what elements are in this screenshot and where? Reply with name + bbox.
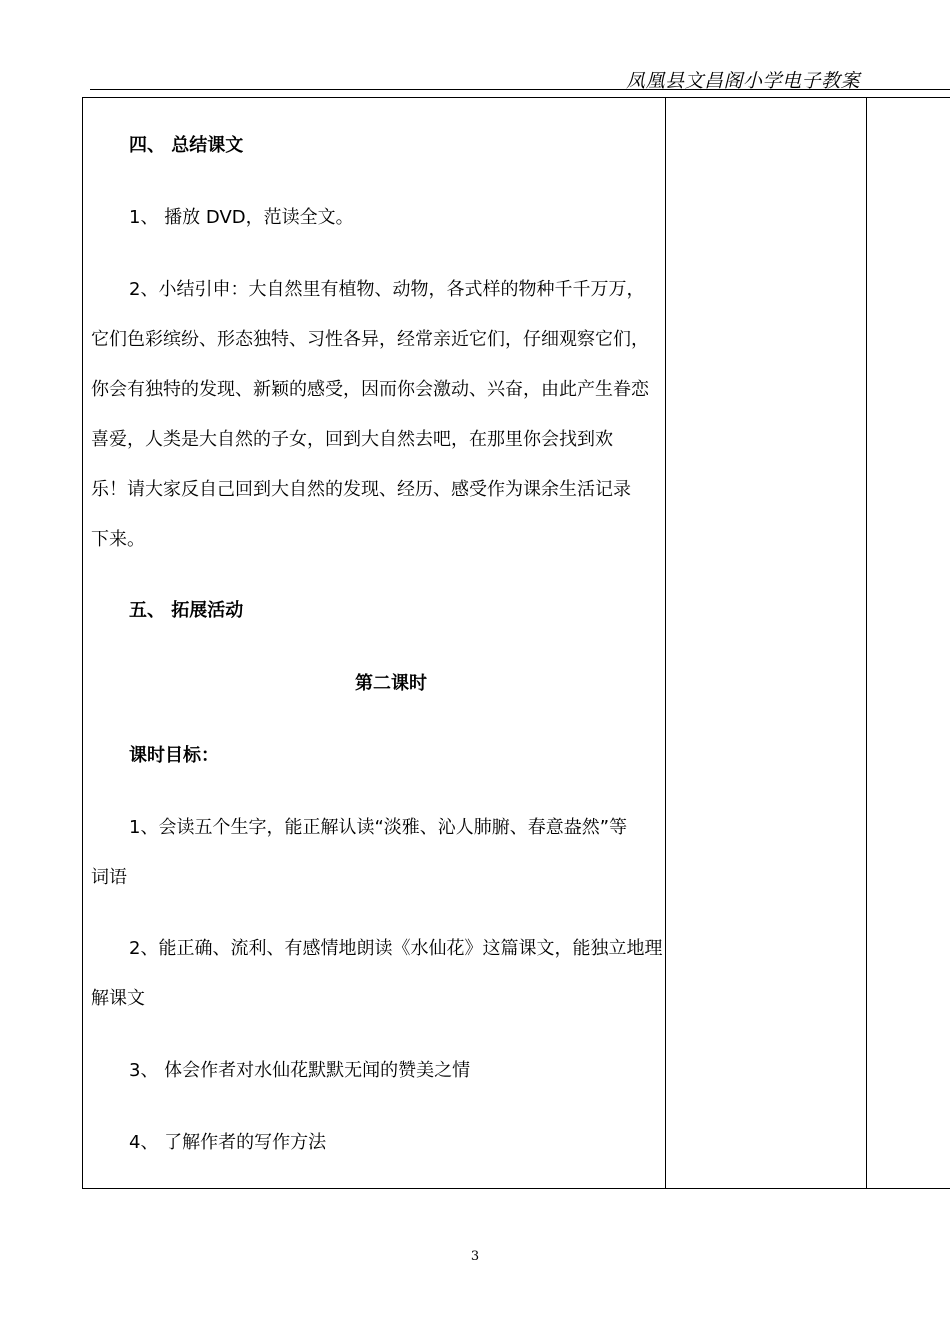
item-4-2-line-3: 你会有独特的发现、新颖的感受，因而你会激动、兴奋，由此产生眷恋 bbox=[91, 379, 649, 400]
objective-1-line-1: 1、会读五个生字，能正解认读“淡雅、沁人肺腑、春意盎然”等 bbox=[129, 817, 628, 838]
column-divider-2 bbox=[866, 98, 867, 1188]
objective-4: 4、 了解作者的写作方法 bbox=[129, 1132, 327, 1153]
document-header-title: 凤凰县文昌阁小学电子教案 bbox=[625, 70, 860, 92]
objective-2-line-1: 2、能正确、流利、有感情地朗读《水仙花》这篇课文，能独立地理 bbox=[129, 938, 663, 959]
item-4-1: 1、 播放 DVD，范读全文。 bbox=[129, 207, 354, 228]
column-divider-1 bbox=[665, 98, 666, 1188]
item-4-2-line-1: 2、小结引申：大自然里有植物、动物，各式样的物种千千万万， bbox=[129, 279, 645, 300]
objective-3: 3、 体会作者对水仙花默默无闻的赞美之情 bbox=[129, 1060, 471, 1081]
item-4-2-line-2: 它们色彩缤纷、形态独特、习性各异，经常亲近它们，仔细观察它们， bbox=[91, 329, 649, 350]
header-rule bbox=[90, 89, 950, 90]
objective-1-line-2: 词语 bbox=[91, 867, 127, 888]
objective-2-line-2: 解课文 bbox=[91, 988, 145, 1009]
section-4-heading: 四、 总结课文 bbox=[129, 135, 244, 156]
page-number: 3 bbox=[470, 1249, 480, 1264]
lesson-plan-table bbox=[82, 97, 950, 1189]
item-4-2-line-6: 下来。 bbox=[91, 529, 145, 550]
objectives-heading: 课时目标： bbox=[129, 745, 219, 766]
item-4-2-line-5: 乐！请大家反自己回到大自然的发现、经历、感受作为课余生活记录 bbox=[91, 479, 631, 500]
lesson-2-title: 第二课时 bbox=[355, 673, 427, 694]
section-5-heading: 五、 拓展活动 bbox=[129, 600, 244, 621]
item-4-2-line-4: 喜爱，人类是大自然的子女，回到大自然去吧，在那里你会找到欢 bbox=[91, 429, 613, 450]
